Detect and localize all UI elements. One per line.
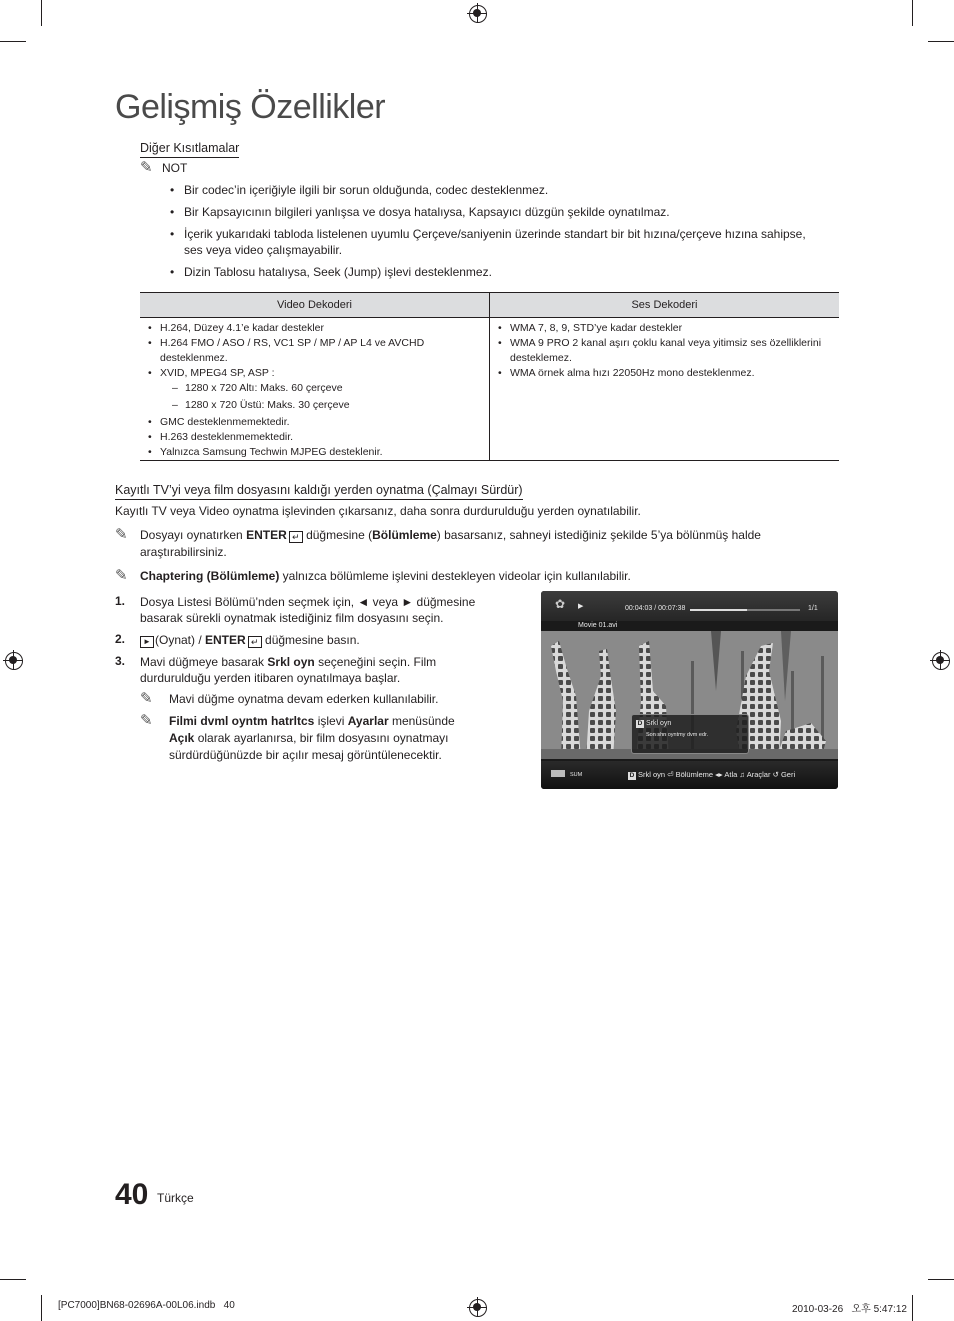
tv-button-bar [628,770,795,780]
bullet-text: ses veya video çalışmayabilir. [184,243,343,257]
resume-note-1: ✎ Dosyayı oynatırken ENTER ↵ düğmesine (Bölümleme) basarsanız, sahneyi istediğiniz şekilde 5’ya bölünmüş halde [115,526,761,543]
audio-decoder-list [490,321,835,381]
enter-icon: ↵ [289,531,303,543]
file-name: Movie 01.avi [578,622,618,629]
crop-mark [912,0,913,26]
crop-mark [41,1295,42,1321]
back-button[interactable]: Geri [780,770,796,779]
table-header-audio: Ses Dekoderi [490,293,839,318]
enter-icon: ↵ [248,636,262,648]
resume-heading: Kayıtlı TV’yi veya film dosyasını kaldığı yerden oynatma (Çalmayı Sürdür) [115,482,523,500]
play-icon: ► [140,636,154,648]
d-button-icon: D [637,720,643,727]
list-item: • XVID, MPEG4 SP, ASP : [148,367,275,379]
list-item: • WMA 7, 8, 9, STD’ye kadar destekler [498,322,683,334]
tools-icon: ♫ [739,770,747,779]
list-item: • Yalnızca Samsung Techwin MJPEG desteklenir. [148,446,383,458]
crop-mark [928,41,954,42]
step-note: ✎ Mavi düğme oynatma devam ederken kullanılabilir. [140,690,439,707]
note-label: NOT [162,161,188,175]
popup-title: D Srkl oyn [637,720,672,727]
step-text: Dosya Listesi Bölümü’nden seçmek için, ◄ veya ► düğmesine [140,595,476,609]
list-item: • WMA 9 PRO 2 kanal aşırı çoklu kanal veya yitimsiz ses özelliklerini [498,337,822,349]
tools-button[interactable]: Araçlar [746,770,771,779]
pencil-note-icon: ✎ [140,712,153,729]
page-number: 40 [115,1178,149,1211]
return-icon: ↺ [772,770,781,779]
tv-bottom-bar [541,761,838,789]
list-item: • Bir Kapsayıcının bilgileri yanlışsa ve dosya hatalıysa, Kapsayıcı düzgün şekilde oynatılmaz. [170,205,670,219]
tv-top-bar [541,591,838,621]
sum-label: SUM [570,772,583,778]
list-item: • WMA örnek alma hızı 22050Hz mono desteklenmez. [498,367,755,379]
device-icon [551,770,565,777]
list-item-continuation: desteklemez. [510,352,572,364]
list-item: • H.264 FMO / ASO / RS, VC1 SP / MP / AP L4 ve AVCHD [148,337,425,349]
step-number: 3. [115,654,126,668]
resume-intro: Kayıtlı TV veya Video oynatma işlevinden çıkarsanız, daha sonra durdurulduğu yerden oynatılabilir. [115,504,641,518]
list-item: • Dizin Tablosu hatalıysa, Seek (Jump) işlevi desteklenmez. [170,265,492,279]
popup-text: Son shn oyntmy dvm edr. [646,732,709,738]
note-row [140,160,187,177]
video-decoder-list [140,321,485,460]
pencil-note-icon: ✎ [140,690,153,707]
progress-bar [690,609,800,611]
step-note-continuation: Açık olarak ayarlanırsa, bir film dosyasını oynatmayı [169,731,449,745]
page-title: Gelişmiş Özellikler [115,88,386,126]
list-item: • H.264, Düzey 4.1’e kadar destekler [148,322,325,334]
step-number: 2. [115,632,126,646]
list-item: • İçerik yukarıdaki tabloda listelenen uyumlu Çerçeve/saniyenin üzerinde standart bir bit hızına/çerçeve hızına sahipse, [170,227,806,241]
list-item: • Bir codec’in içeriğiyle ilgili bir sorun olduğunda, codec desteklenmez. [170,183,549,197]
print-date-info: 2010-03-26 오후 5:47:12 [792,1304,907,1315]
list-item-continuation: desteklenmez. [160,352,228,364]
d-button-icon: D [629,772,635,779]
sub-list-item: – 1280 x 720 Altı: Maks. 60 çerçeve [172,382,343,394]
table-header-video: Video Dekoderi [140,293,489,318]
film-reel-icon: ✿ [555,597,566,611]
skip-button[interactable]: Atla [724,770,738,779]
play-status-icon: ▶ [578,603,584,610]
crop-mark [928,1279,954,1280]
file-counter: 1/1 [808,605,818,612]
resume-button[interactable]: Srkl oyn [638,770,666,779]
bullet-text: İçerik yukarıdaki tabloda listelenen uyumlu Çerçeve/saniyenin üzerinde standart bir bit hızına/çerçeve hızına sahipse, [184,227,806,241]
left-right-icon: ◂▸ [715,770,725,779]
list-item-continuation [184,242,342,259]
step-text: Mavi düğmeye basarak Srkl oyn seçeneğini seçin. Film [140,655,437,669]
bullet-text: Bir Kapsayıcının bilgileri yanlışsa ve dosya hatalıysa, Kapsayıcı düzgün şekilde oynatılmaz. [184,205,670,219]
list-item: • H.263 desteklenmemektedir. [148,431,294,443]
codec-table [140,292,839,461]
restrictions-heading: Diğer Kısıtlamalar [140,140,239,158]
print-file-info: [PC7000]BN68-02696A-00L06.indb 40 [58,1300,235,1311]
crop-mark [41,0,42,26]
tv-screenshot [541,591,838,789]
chapter-button[interactable]: Bölümleme [675,770,714,779]
pencil-note-icon: ✎ [115,567,128,584]
registration-mark-icon [930,650,950,670]
step-text: basarak sürekli oynatmak istediğiniz film dosyasını seçin. [140,611,444,625]
resume-note-2: ✎ Chaptering (Bölümleme) yalnızca bölümleme işlevini destekleyen videolar için kullanılabilir. [115,567,631,584]
step-number: 1. [115,594,126,608]
step-text: durdurulduğu yerden itibaren oynatılmaya başlar. [140,671,401,685]
crop-mark [912,1295,913,1321]
bullet-text: Bir codec’in içeriğiyle ilgili bir sorun olduğunda, codec desteklenmez. [184,183,549,197]
registration-mark-icon [467,3,487,23]
crop-mark [0,41,26,42]
bullet-text: Dizin Tablosu hatalıysa, Seek (Jump) işlevi desteklenmez. [184,265,492,279]
step-text: ► (Oynat) / ENTER ↵ düğmesine basın. [140,632,360,649]
registration-mark-icon [467,1297,487,1317]
step-note-continuation: sürdürdüğünüzde bir açılır mesaj görüntülenecektir. [169,748,442,762]
list-item: • GMC desteklenmemektedir. [148,416,290,428]
pencil-note-icon: ✎ [115,526,128,543]
enter-icon: ⏎ [667,770,676,779]
page-language: Türkçe [157,1191,194,1205]
playback-time: 00:04:03 / 00:07:38 [625,605,686,612]
pencil-note-icon: ✎ [140,159,153,176]
resume-note-1-continuation: araştırabilirsiniz. [140,545,227,559]
sub-list-item: – 1280 x 720 Üstü: Maks. 30 çerçeve [172,399,350,411]
resume-popup [631,714,749,754]
step-note: ✎ Filmi dvml oyntm hatrltcs işlevi Ayarlar menüsünde [140,712,455,729]
registration-mark-icon [3,650,23,670]
crop-mark [0,1279,26,1280]
